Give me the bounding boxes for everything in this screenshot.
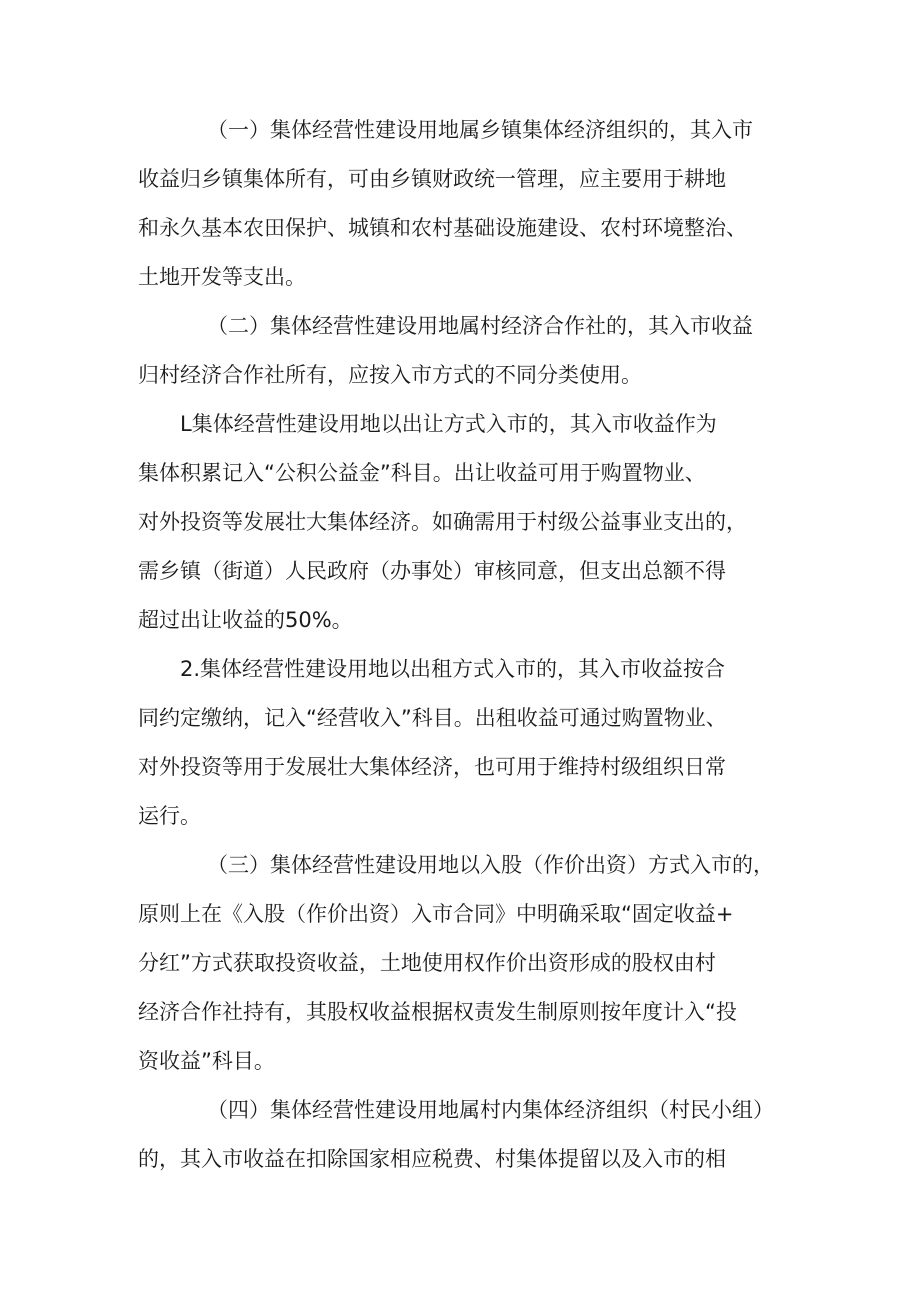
p1-line-1: （一）集体经营性建设用地属乡镇集体经济组织的，其入市	[207, 118, 753, 142]
p5-line-4: 经济合作社持有，其股权收益根据权责发生制原则按年度计入“投	[138, 1000, 737, 1024]
p1-line-2: 收益归乡镇集体所有，可由乡镇财政统一管理，应主要用于耕地	[138, 167, 726, 191]
p3-line-3: 对外投资等发展壮大集体经济。如确需用于村级公益事业支出的，	[138, 510, 747, 534]
p3-line-1: L集体经营性建设用地以出让方式入市的，其入市收益作为	[180, 412, 717, 436]
p1-line-4: 土地开发等支出。	[138, 265, 306, 289]
p3-line-2: 集体积累记入“公积公益金”科目。出让收益可用于购置物业、	[138, 461, 706, 485]
p2-line-2: 归村经济合作社所有，应按入市方式的不同分类使用。	[138, 363, 642, 387]
p3-line-5: 超过出让收益的50%。	[138, 608, 353, 632]
p1-line-3: 和永久基本农田保护、城镇和农村基础设施建设、农村环境整治、	[138, 216, 747, 240]
p5-line-5: 资收益”科目。	[138, 1049, 275, 1073]
p5-line-1: （三）集体经营性建设用地以入股（作价出资）方式入市的，	[207, 853, 774, 877]
p6-line-1: （四）集体经营性建设用地属村内集体经济组织（村民小组）	[207, 1098, 774, 1122]
p3-line-4: 需乡镇（街道）人民政府（办事处）审核同意，但支出总额不得	[138, 559, 726, 583]
p2-line-1: （二）集体经营性建设用地属村经济合作社的，其入市收益	[207, 314, 753, 338]
p5-line-3: 分红”方式获取投资收益，土地使用权作价出资形成的股权由村	[138, 951, 716, 975]
p4-line-3: 对外投资等用于发展壮大集体经济，也可用于维持村级组织日常	[138, 755, 726, 779]
p5-line-2: 原则上在《入股（作价出资）入市合同》中明确采取“固定收益+	[138, 902, 734, 926]
p4-line-4: 运行。	[138, 804, 201, 828]
p6-line-2: 的，其入市收益在扣除国家相应税费、村集体提留以及入市的相	[138, 1147, 726, 1171]
p4-line-2: 同约定缴纳，记入“经营收入”科目。出租收益可通过购置物业、	[138, 706, 727, 730]
p4-line-1: 2.集体经营性建设用地以出租方式入市的，其入市收益按合	[180, 657, 726, 681]
